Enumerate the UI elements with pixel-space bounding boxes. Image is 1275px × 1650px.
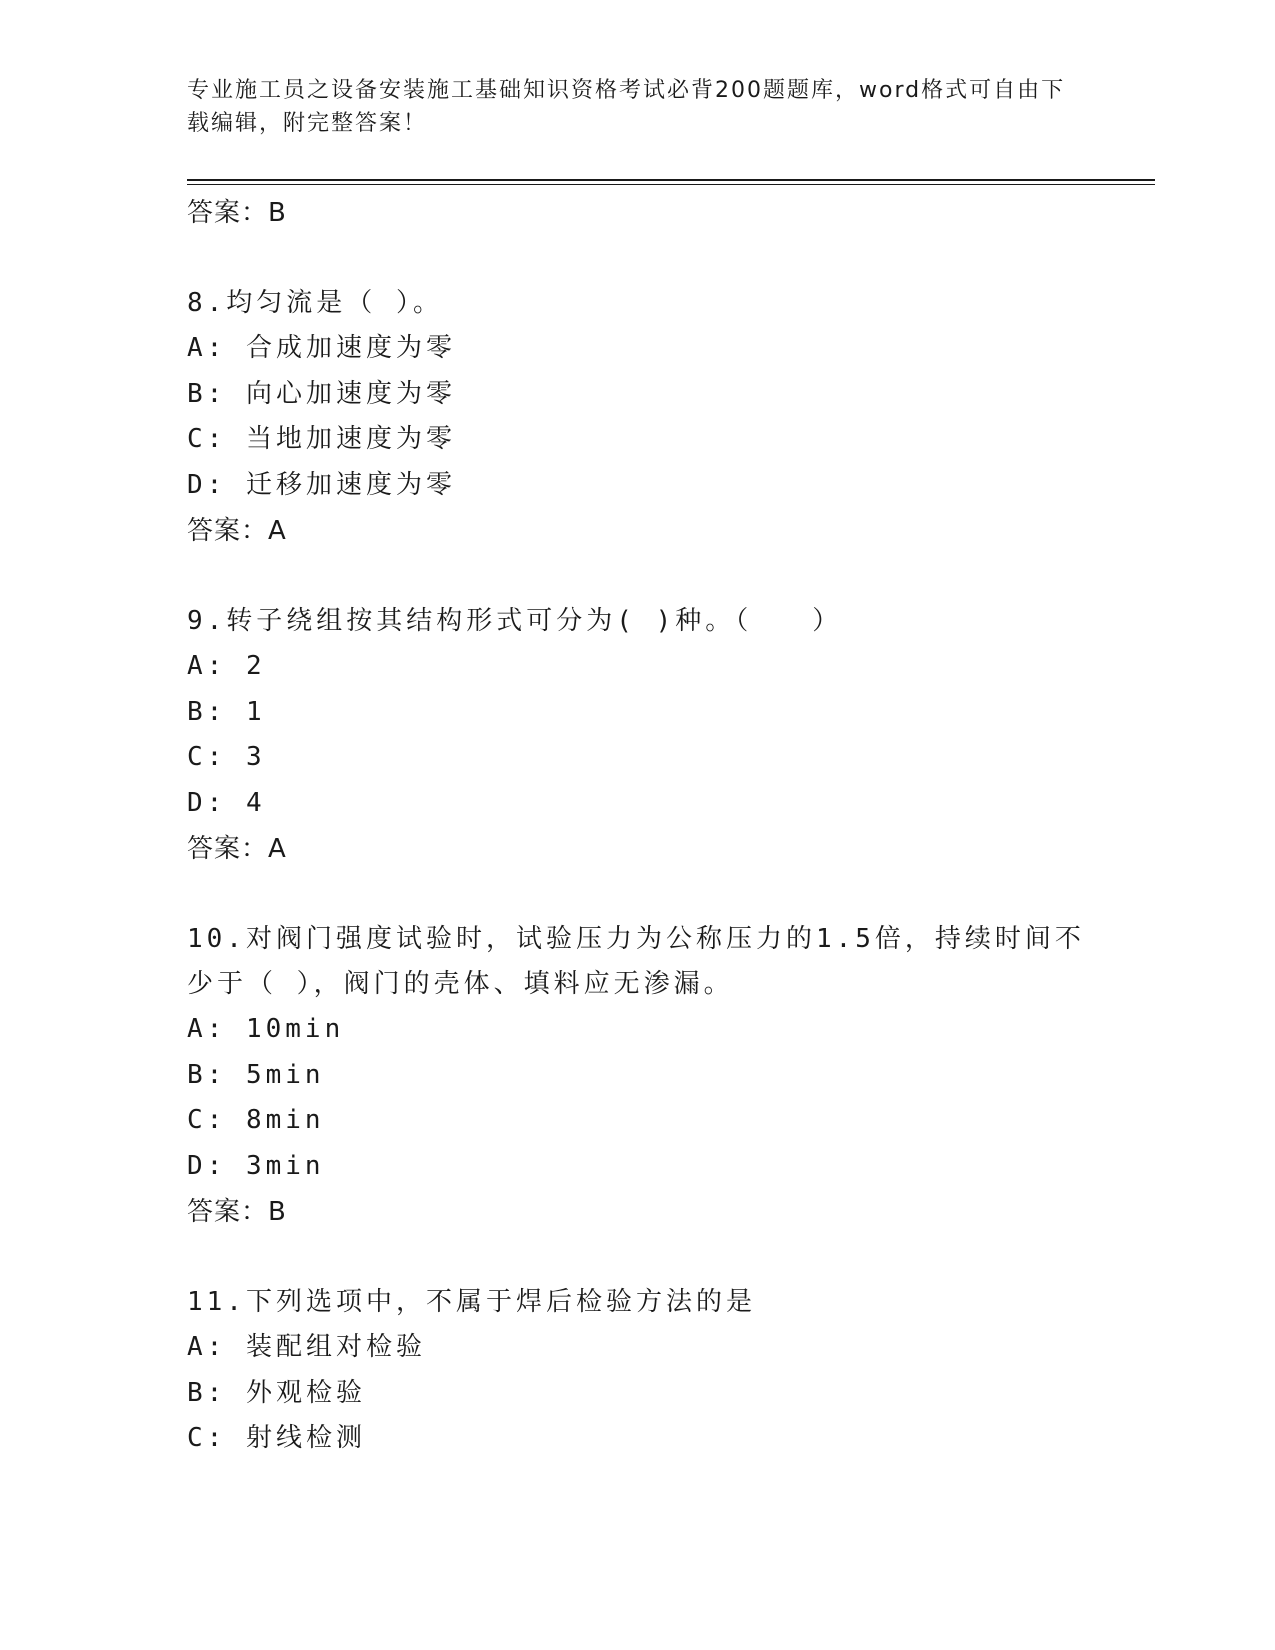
option-d: D: 4	[187, 787, 266, 818]
option-c: C: 8min	[187, 1105, 325, 1135]
question-block-11	[187, 1280, 1087, 1462]
option-b: B: 外观检验	[187, 1377, 366, 1408]
question-stem: 11.下列选项中，不属于焊后检验方法的是	[187, 1287, 756, 1317]
answer-line: 答案：B	[187, 198, 287, 228]
option-a: A: 10min	[187, 1014, 345, 1044]
header-rule-thick	[187, 179, 1155, 181]
question-stem: 9.转子绕组按其结构形式可分为( )种。（ ）	[187, 606, 843, 636]
question-list	[187, 190, 1087, 1462]
option-b: B: 5min	[187, 1059, 325, 1090]
option-d: D: 迁移加速度为零	[187, 469, 456, 500]
option-d: D: 3min	[187, 1150, 325, 1181]
question-block-8	[187, 281, 1087, 554]
answer-line: 答案：A	[187, 834, 287, 864]
option-a: A: 2	[187, 651, 266, 681]
answer-line: 答案：B	[187, 1197, 287, 1227]
question-stem: 10.对阀门强度试验时，试验压力为公称压力的1.5倍，持续时间不少于（ ），阀门的壳体、填料应无渗漏。	[187, 924, 1085, 999]
option-c: C: 当地加速度为零	[187, 424, 456, 454]
question-block-10	[187, 917, 1087, 1235]
option-c: C: 射线检测	[187, 1423, 366, 1453]
document-header: 专业施工员之设备安装施工基础知识资格考试必背200题题库，word格式可自由下载编辑，附完整答案！	[187, 78, 1066, 136]
option-a: A: 装配组对检验	[187, 1332, 426, 1362]
question-block-9	[187, 599, 1087, 872]
option-b: B: 向心加速度为零	[187, 378, 456, 409]
option-c: C: 3	[187, 742, 266, 772]
answer-line: 答案：A	[187, 516, 287, 546]
option-a: A: 合成加速度为零	[187, 333, 456, 363]
option-b: B: 1	[187, 696, 266, 727]
header-rule-thin	[187, 184, 1155, 185]
question-stem: 8.均匀流是（ ）。	[187, 288, 443, 318]
